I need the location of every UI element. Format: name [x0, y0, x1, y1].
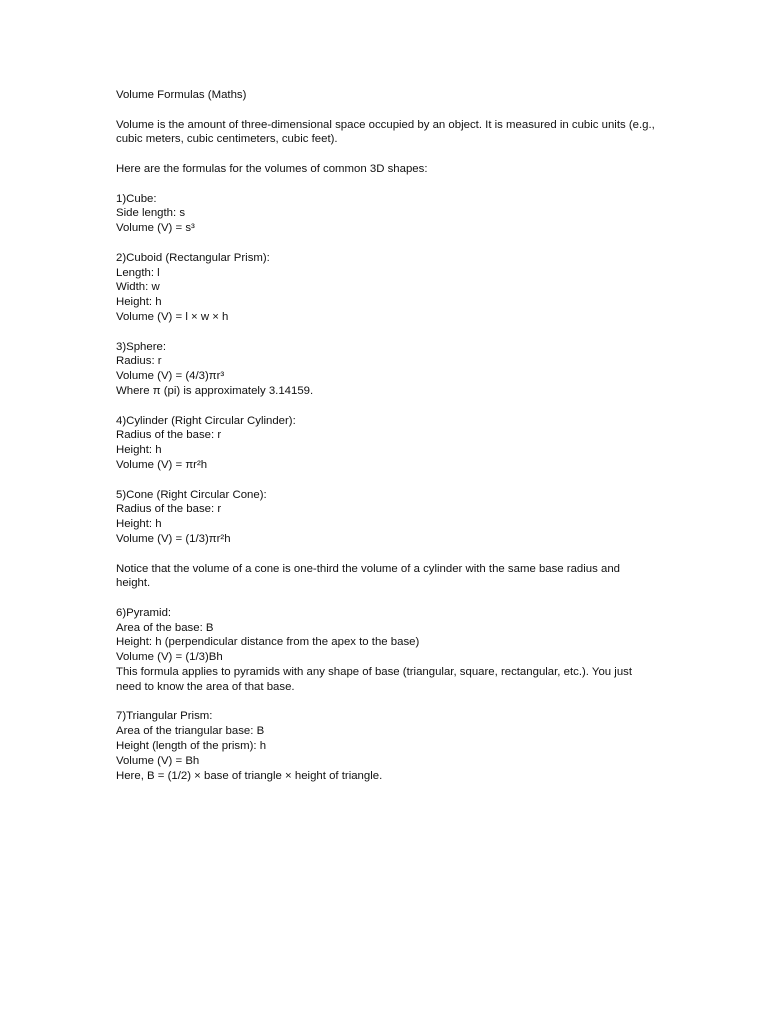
document-page	[116, 88, 656, 798]
section-heading: 3)Sphere:	[116, 340, 167, 353]
section-line: Volume (V) = s³	[116, 222, 195, 235]
section-line: Height: h	[116, 296, 162, 309]
section-heading: 2)Cuboid (Rectangular Prism):	[116, 251, 270, 264]
section-triangular-prism	[116, 709, 656, 783]
section-line: Volume (V) = Bh	[116, 754, 200, 767]
section-line: Height: h (perpendicular distance from the apex to the base)	[116, 636, 420, 649]
section-line: Length: l	[116, 266, 160, 279]
section-cuboid	[116, 251, 656, 325]
section-heading: 7)Triangular Prism:	[116, 710, 213, 723]
section-line: Here, B = (1/2) × base of triangle × height of triangle.	[116, 769, 383, 782]
document-title: Volume Formulas (Maths)	[116, 89, 247, 101]
pyramid-note: This formula applies to pyramids with any shape of base (triangular, square, rectangular, etc.). You just need to know the area of that base.	[116, 666, 633, 693]
section-sphere	[116, 340, 656, 399]
section-pyramid	[116, 606, 656, 695]
section-line: Where π (pi) is approximately 3.14159.	[116, 384, 314, 397]
intro-paragraph: Volume is the amount of three-dimensional space occupied by an object. It is measured in cubic units (e.g., cubic meters, cubic centimeters, cubic feet).	[116, 118, 655, 146]
section-line: Volume (V) = πr²h	[116, 458, 208, 471]
section-line: Volume (V) = (1/3)Bh	[116, 651, 223, 664]
section-heading: 1)Cube:	[116, 192, 157, 205]
section-cube	[116, 192, 656, 236]
section-line: Width: w	[116, 281, 160, 294]
section-line: Height: h	[116, 444, 162, 457]
cone-note-paragraph: Notice that the volume of a cone is one-third the volume of a cylinder with the same base radius and height.	[116, 562, 620, 590]
section-heading: 6)Pyramid:	[116, 606, 172, 619]
section-heading: 5)Cone (Right Circular Cone):	[116, 488, 267, 501]
section-line: Radius of the base: r	[116, 429, 222, 442]
section-cone	[116, 488, 656, 547]
section-line: Area of the triangular base: B	[116, 725, 265, 738]
section-line: Radius: r	[116, 355, 162, 368]
section-line: Height (length of the prism): h	[116, 740, 267, 753]
section-line: Side length: s	[116, 207, 186, 220]
section-line: Volume (V) = (1/3)πr²h	[116, 532, 231, 545]
section-cylinder	[116, 414, 656, 473]
section-line: Height: h	[116, 518, 162, 531]
section-line: Area of the base: B	[116, 621, 214, 634]
section-line: Volume (V) = l × w × h	[116, 310, 229, 323]
section-heading: 4)Cylinder (Right Circular Cylinder):	[116, 414, 296, 427]
lead-paragraph: Here are the formulas for the volumes of common 3D shapes:	[116, 162, 428, 175]
section-line: Radius of the base: r	[116, 503, 222, 516]
section-line: Volume (V) = (4/3)πr³	[116, 370, 225, 383]
